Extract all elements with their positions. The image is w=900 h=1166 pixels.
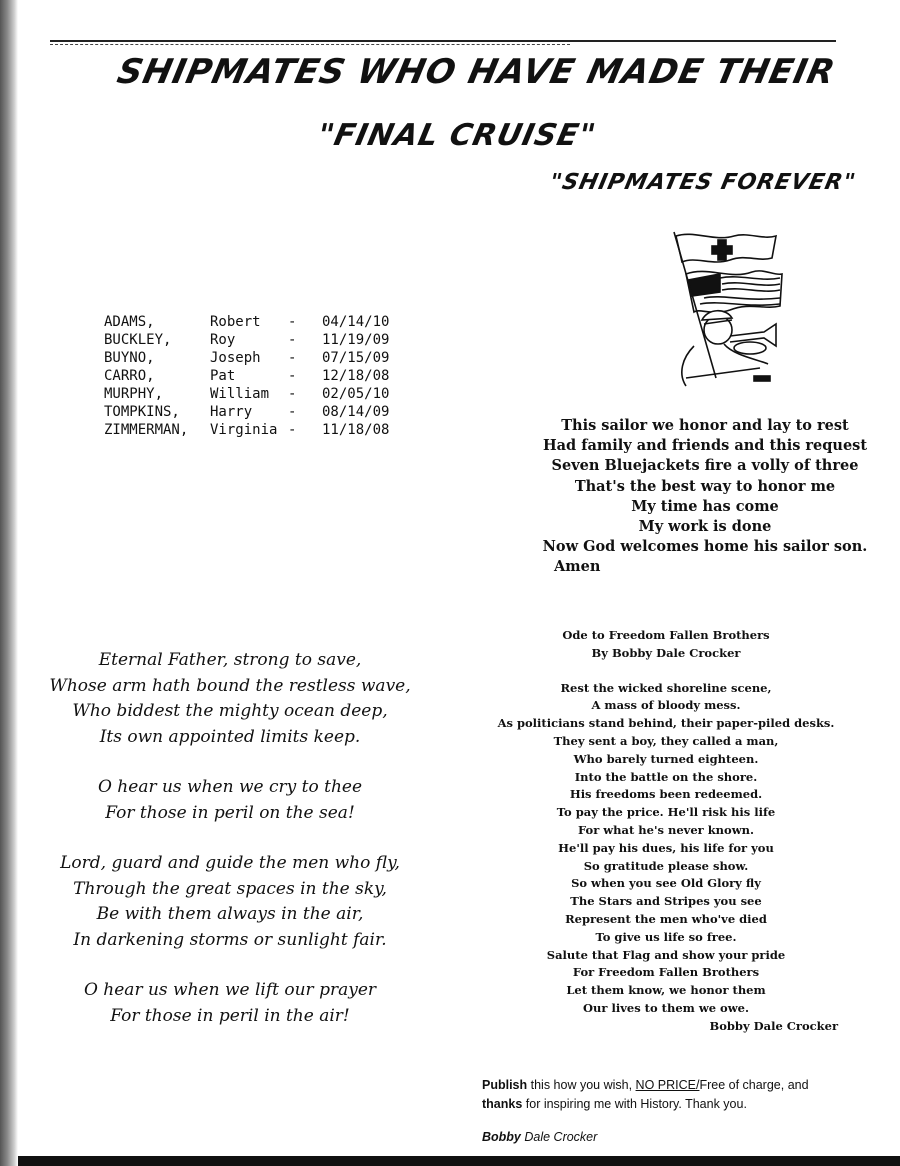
sailor-prayer [540, 416, 870, 578]
bugler-sailor-illustration [664, 228, 794, 388]
ode-signature: Bobby Dale Crocker [709, 1018, 838, 1033]
ode-line: A mass of bloody mess. [591, 698, 741, 713]
hymn-line: Whose arm hath bound the restless wave, [49, 675, 411, 696]
prayer-line: My time has come [631, 497, 779, 515]
roster-dash: - [288, 422, 297, 438]
ode-line: His freedoms been redeemed. [569, 787, 763, 802]
hymn-line: Eternal Father, strong to save, [98, 650, 362, 670]
ode-line: They sent a boy, they called a man, [553, 733, 779, 748]
roster-dash: - [288, 368, 297, 384]
bottom-rule [18, 1156, 900, 1166]
roster-first-name: Robert [210, 314, 261, 330]
no-price-text: NO PRICE/ [635, 1078, 700, 1092]
roster-dash: - [288, 314, 297, 330]
page-title-line-1: SHIPMATES WHO HAVE MADE THEIR [113, 52, 840, 92]
hymn-line: O hear us when we lift our prayer [83, 980, 377, 1000]
roster-date: 07/15/09 [322, 350, 390, 366]
roster-first-name: Pat [210, 368, 236, 384]
credit-rest: Dale Crocker [520, 1130, 598, 1144]
ode-line: Represent the men who've died [565, 911, 767, 926]
ode-byline: By Bobby Dale Crocker [591, 645, 741, 660]
roster-date: 11/18/08 [322, 422, 390, 438]
ode-line: Into the battle on the shore. [574, 769, 758, 784]
ode-line: To pay the price. He'll risk his life [556, 805, 776, 820]
publish-text-3: for inspiring me with History. Thank you. [522, 1097, 747, 1111]
ode-line: So when you see Old Glory fly [571, 876, 761, 891]
publish-text-1: this how you wish, [527, 1078, 636, 1092]
hymn-line: Lord, guard and guide the men who fly, [60, 853, 400, 873]
roster-dash: - [288, 386, 297, 402]
roster-last-name: BUYNO, [104, 350, 155, 366]
thanks-word: thanks [482, 1097, 523, 1111]
hymn-line: Its own appointed limits keep. [99, 726, 361, 747]
hymn-line: For those in peril in the air! [110, 1005, 350, 1026]
prayer-line: Now God welcomes home his sailor son. [542, 538, 868, 556]
roster-first-name: Joseph [210, 350, 261, 366]
credit-first: Bobby [482, 1130, 521, 1144]
hymn-line: Be with them always in the air, [96, 904, 364, 924]
publish-word: Publish [482, 1078, 528, 1092]
roster-first-name: Roy [210, 332, 236, 348]
ode-poem [490, 627, 842, 1036]
ode-line: Rest the wicked shoreline scene, [560, 680, 772, 695]
memorial-roster [104, 313, 389, 439]
roster-last-name: ZIMMERMAN, [104, 422, 189, 438]
ode-line: He'll pay his dues, his life for you [558, 840, 774, 855]
roster-last-name: TOMPKINS, [104, 404, 180, 420]
roster-row [104, 331, 389, 349]
hymn-line: Through the great spaces in the sky, [73, 878, 387, 899]
ode-line: Salute that Flag and show your pride [546, 947, 786, 962]
publish-note [482, 1076, 872, 1114]
publish-text-2: Free of charge, and [699, 1078, 809, 1092]
roster-date: 12/18/08 [322, 368, 390, 384]
author-credit [482, 1130, 597, 1144]
prayer-line: Seven Bluejackets fire a volly of three [551, 457, 859, 475]
ode-line: The Stars and Stripes you see [570, 894, 762, 909]
roster-last-name: MURPHY, [104, 386, 164, 402]
ode-line: So gratitude please show. [583, 858, 749, 873]
ode-line: To give us life so free. [595, 929, 737, 944]
roster-row [104, 403, 389, 421]
prayer-line: Had family and friends and this request [542, 437, 868, 455]
roster-row [104, 421, 389, 439]
roster-date: 02/05/10 [322, 386, 390, 402]
roster-date: 08/14/09 [322, 404, 390, 420]
roster-first-name: Harry [210, 404, 253, 420]
hymn-stanza [40, 851, 420, 953]
roster-first-name: Virginia [210, 422, 278, 438]
roster-dash: - [288, 404, 297, 420]
hymn-stanza [40, 648, 420, 750]
ode-line: For what he's never known. [578, 822, 754, 837]
roster-date: 11/19/09 [322, 332, 390, 348]
hymn-line: In darkening storms or sunlight fair. [73, 929, 387, 950]
roster-first-name: William [210, 386, 270, 402]
binding-shadow [0, 0, 18, 1166]
navy-hymn [40, 648, 420, 1054]
ode-line: Who barely turned eighteen. [573, 751, 759, 766]
roster-date: 04/14/10 [322, 314, 390, 330]
roster-row [104, 349, 389, 367]
ode-line: Let them know, we honor them [566, 983, 766, 998]
roster-row [104, 385, 389, 403]
roster-last-name: ADAMS, [104, 314, 155, 330]
ode-line: For Freedom Fallen Brothers [572, 965, 760, 980]
hymn-line: For those in peril on the sea! [105, 802, 355, 823]
hymn-stanza [40, 978, 420, 1029]
top-rule-dashed [50, 44, 570, 45]
top-rule [50, 40, 836, 42]
prayer-line: My work is done [638, 518, 772, 536]
ode-heading [490, 627, 842, 663]
roster-row [104, 313, 389, 331]
page-subtitle: "SHIPMATES FOREVER" [547, 170, 859, 195]
ode-title: Ode to Freedom Fallen Brothers [562, 628, 770, 642]
prayer-line: This sailor we honor and lay to rest [561, 417, 849, 434]
ode-line: As politicians stand behind, their paper-piled desks. [497, 716, 835, 731]
ode-line: Our lives to them we owe. [583, 1000, 749, 1015]
roster-last-name: BUCKLEY, [104, 332, 172, 348]
roster-dash: - [288, 350, 297, 366]
page-title-line-2: "FINAL CRUISE" [314, 118, 600, 153]
roster-row [104, 367, 389, 385]
roster-dash: - [288, 332, 297, 348]
hymn-line: Who biddest the mighty ocean deep, [72, 701, 388, 721]
roster-last-name: CARRO, [104, 368, 155, 384]
hymn-line: O hear us when we cry to thee [97, 777, 363, 797]
hymn-stanza [40, 775, 420, 826]
prayer-amen: Amen [554, 558, 601, 576]
prayer-line: That's the best way to honor me [574, 477, 836, 495]
